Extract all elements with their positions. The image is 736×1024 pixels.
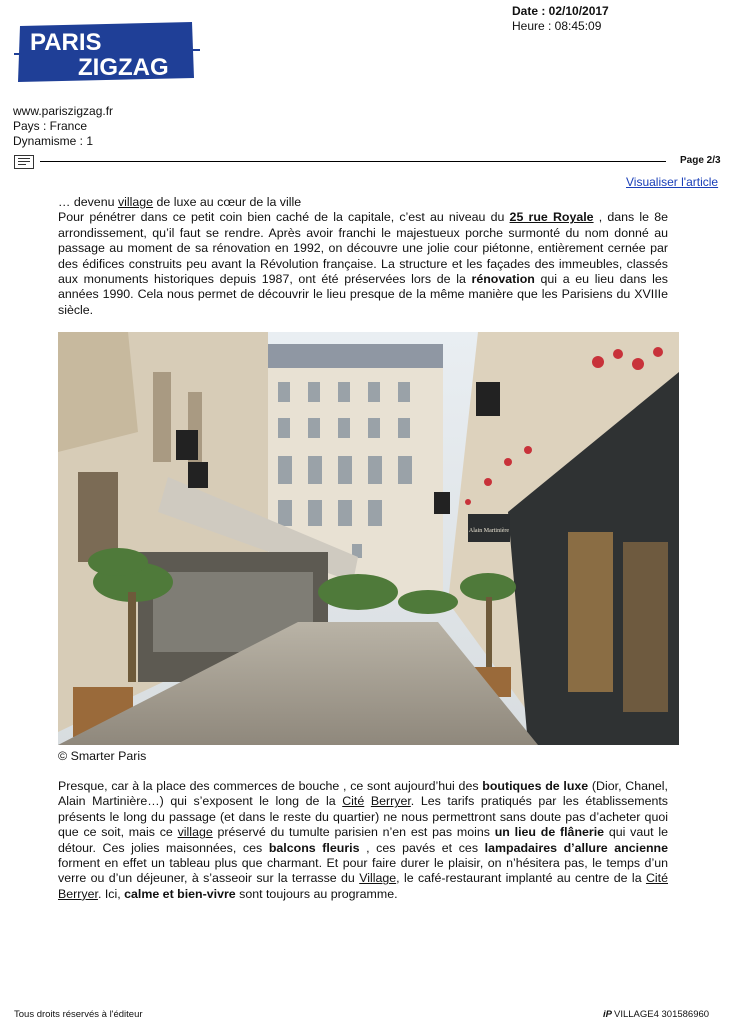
logo-line-2: ZIGZAG [78, 54, 169, 81]
source-meta [13, 104, 113, 149]
article-paragraph-2: Presque, car à la place des commerces de bouche , ce sont aujourd’hui des boutiques de luxe (Dior, Chanel, Alain Martinière…) qui s’exposent le long de la Cité Berryer. Les tarifs pratiqués par les établissements présents le long du passage (et dans le reste du quartier) ne nous permettront sans doute pas d’acheter quoi que ce soit, mais ce village préservé du tumulte parisien n’en est pas moins un lieu de flânerie qui vaut le détour. Ces jolies maisonnées, ces balcons fleuris , ces pavés et ces lampadaires d’allure ancienne forment en effet un tableau plus que charmant. Et pour faire durer le plaisir, on n’hésitera pas, le temps d’un verre ou d’un déjeuner, à s’asseoir sur la terrasse du Village, le café-restaurant implanté au centre de la Cité Berryer. Ici, calme et bien-vivre sont toujours au programme. [58, 779, 669, 901]
article-heading: … devenu village de luxe au cœur de la ville [58, 195, 302, 209]
shop-sign: Alain Martinière [468, 528, 510, 534]
country: Pays : France [13, 119, 88, 133]
boutiques-emphasis: boutiques de luxe [482, 779, 589, 793]
village-link[interactable]: village [117, 195, 154, 209]
berryer-link-2[interactable]: Berryer [58, 886, 98, 901]
date: Date : 02/10/2017 [512, 4, 609, 18]
logo-line-1: PARIS [30, 29, 102, 56]
dynamism: Dynamisme : 1 [13, 134, 94, 148]
flanerie-emphasis: un lieu de flânerie [494, 825, 605, 840]
time: Heure : 08:45:09 [512, 19, 602, 33]
page-number: Page 2/3 [680, 155, 721, 166]
village-link-3[interactable]: Village [359, 871, 397, 886]
site-url: www.pariszigzag.fr [13, 104, 114, 118]
cite-link-2[interactable]: Cité [645, 871, 668, 886]
date-block [512, 4, 609, 34]
cite-link-1[interactable]: Cité [342, 794, 365, 809]
village-link-2[interactable]: village [177, 825, 213, 840]
lampadaires-emphasis: lampadaires d’allure ancienne [484, 840, 669, 855]
article-paragraph-1: … devenu village de luxe au cœur de la ville Pour pénétrer dans ce petit coin bien caché de la capitale, c’est au niveau du 25 rue Royale , dans le 8e arrondissement, qu’il faut se rendre. Après avoir franchi le majestueux porche surmonté du nom donné au passage au moment de sa rénovation en 1992, on découvre une jolie cour piétonne, entièrement cernée par des édifices construits peu avant la Révolution française. La structure et les façades des immeubles, classés aux monuments historiques depuis 1987, ont été préservées lors de la rénovation qui a eu lieu dans les années 1990. Cela nous permet de découvrir le lieu presque de la même manière que les Parisiens du XVIIIe siècle. [58, 195, 669, 317]
article-photo [58, 332, 679, 745]
footer-reference [603, 1009, 709, 1020]
berryer-link-1[interactable]: Berryer [370, 794, 411, 809]
reference-code: VILLAGE4 301586960 [613, 1009, 710, 1020]
renovation-emphasis: rénovation [471, 272, 535, 287]
address-link[interactable]: 25 rue Royale [509, 210, 594, 225]
calme-emphasis: calme et bien-vivre [124, 886, 236, 901]
pariszigzag-logo [14, 20, 200, 84]
header-divider [40, 161, 666, 162]
view-article-link[interactable]: Visualiser l'article [626, 175, 719, 189]
photo-caption: © Smarter Paris [58, 749, 147, 763]
ip-mark-icon: iP [603, 1009, 612, 1020]
footer-rights: Tous droits réservés à l'éditeur [14, 1009, 143, 1020]
balcons-emphasis: balcons fleuris [268, 840, 360, 855]
document-icon [14, 155, 34, 169]
